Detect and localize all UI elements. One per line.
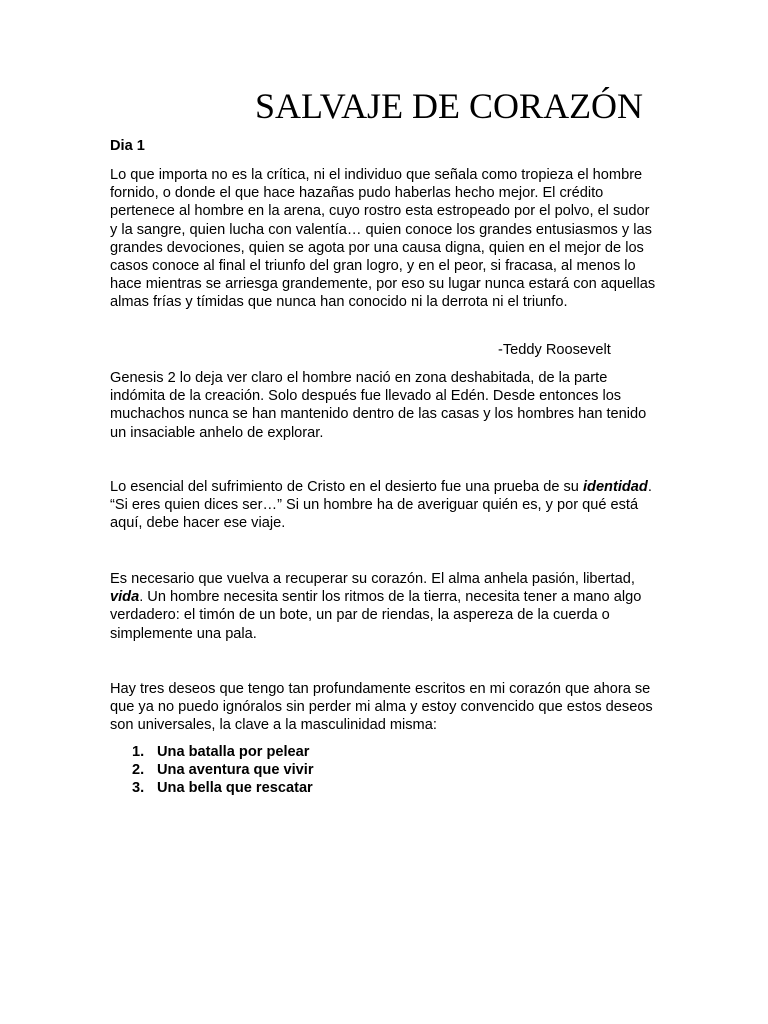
emphasis-identidad: identidad (582, 479, 648, 495)
list-item (132, 743, 314, 761)
day-heading: Dia 1 (110, 138, 145, 154)
paragraph-heart-text-start: Es necesario que vuelva a recuperar su corazón. El alma anhela pasión, libertad, (110, 571, 635, 587)
quote-author: -Teddy Roosevelt (498, 342, 611, 358)
emphasis-vida: vida (110, 589, 140, 606)
list-item-number: 2. (132, 762, 145, 778)
document-title: SALVAJE DE CORAZÓN (255, 86, 644, 126)
list-item-text: Una bella que rescatar (157, 780, 313, 796)
paragraph-genesis: Genesis 2 lo deja ver claro el hombre nació en zona deshabitada, de la parte indómita de la creación. Solo después fue llevado al Edén. Desde entonces los muchachos nunca se han mantenido dentro de las casas y los hombres han tenido un insaciable anhelo de explorar. (110, 370, 647, 441)
quote-paragraph: Lo que importa no es la crítica, ni el individuo que señala como tropieza el hombre fornido, o donde el que hace hazañas pudo haberlas hecho mejor. El crédito pertenece al hombre en la arena, cuyo rostro esta estropeado por el polvo, el sudor y la sangre, quien lucha con valentía… quien conoce los grandes entusiasmos y las grandes devociones, quien se agota por una causa digna, quien en el mejor de los casos conoce al final el triunfo del gran logro, y en el peor, si fracasa, al menos lo hace mientras se arriesga grandemente, por eso su lugar nunca estará con aquellas almas frías y tímidas que nunca han conocido ni la derrota ni el triunfo. (110, 167, 656, 311)
list-item-number: 3. (132, 780, 145, 796)
list-item-number: 1. (132, 744, 145, 760)
paragraph-desires: Hay tres deseos que tengo tan profundamente escritos en mi corazón que ahora se que ya no puedo ignóralos sin perder mi alma y estoy convencido que estos deseos son universales, la clave a la masculinidad misma: (110, 681, 653, 734)
paragraph-identity-text-start: Lo esencial del sufrimiento de Cristo en el desierto fue una prueba de su (110, 479, 583, 495)
list-item (132, 761, 314, 779)
list-item-text: Una aventura que vivir (157, 762, 314, 778)
desires-list (132, 743, 314, 797)
paragraph-identity-text-end: . “Si eres quien dices ser…” Si un hombre ha de averiguar quién es, y por qué está aquí, debe hacer ese viaje. (110, 479, 652, 532)
paragraph-identity (110, 478, 660, 533)
paragraph-heart-text-end: . Un hombre necesita sentir los ritmos de la tierra, necesita tener a mano algo verdadero: el timón de un bote, un par de riendas, la aspereza de la cuerda o simplemente una pala. (110, 589, 642, 642)
list-item (132, 779, 314, 797)
list-item-text: Una batalla por pelear (157, 744, 310, 760)
paragraph-heart (110, 570, 660, 643)
